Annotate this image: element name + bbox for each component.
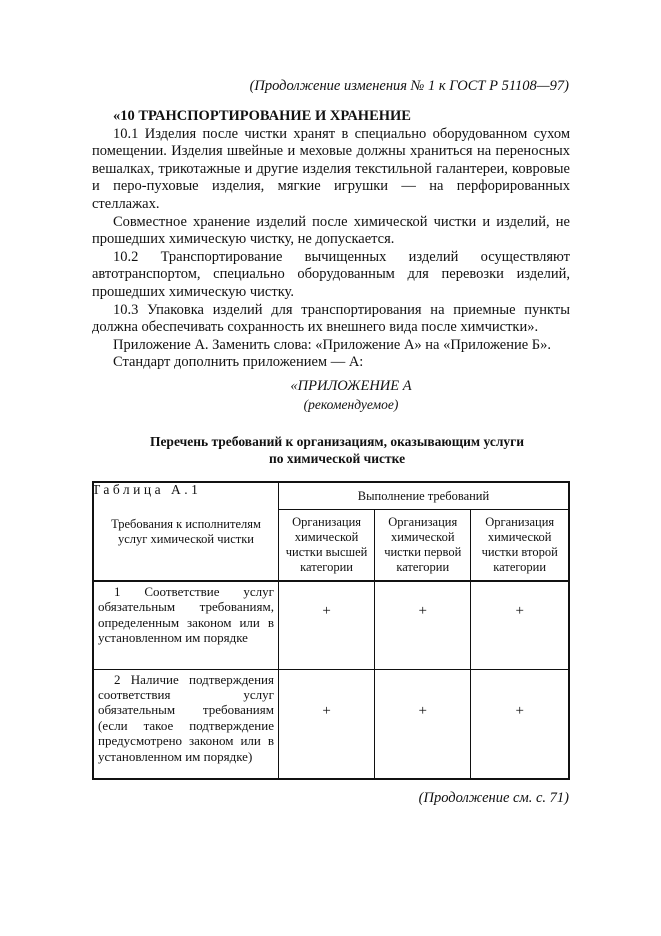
mark-cell: + xyxy=(471,669,569,779)
table-caption: Таблица А.1 xyxy=(92,482,202,498)
requirement-cell xyxy=(93,669,278,779)
paragraph-storage: Совместное хранение изделий после химической чистки и изделий, не прошедших химическую чистку, не допускается. xyxy=(92,213,570,248)
mark-cell: + xyxy=(278,669,374,779)
table-row xyxy=(93,669,569,779)
mark-cell: + xyxy=(471,581,569,669)
document-body xyxy=(92,108,570,499)
column-header-highest-category: Организация химической чистки высшей категории xyxy=(278,510,374,582)
column-header-second-category: Организация химической чистки второй категории xyxy=(471,510,569,582)
requirement-text: Соответствие услуг обязательным требованиям, определенным законом или в установленном им порядке xyxy=(98,584,274,646)
paragraph-10-1: 10.1 Изделия после чистки хранят в специально оборудованном сухом помещении. Изделия швейные и меховые должны храниться на переносных вешалках, трикотажные и другие изделия текстильной галантереи, ковровые и перо-пуховые изделия, мягкие игрушки — на перфорированных стеллажах. xyxy=(92,125,570,212)
appendix-subtitle: (рекомендуемое) xyxy=(303,396,399,412)
list-title-line-1: Перечень требований к организациям, оказывающим услуги xyxy=(149,434,525,450)
paragraph-10-3: 10.3 Упаковка изделий для транспортирования на приемные пункты должна обеспечивать сохранность их внешнего вида после химчистки». xyxy=(92,301,570,336)
requirement-number: 2 xyxy=(114,671,121,687)
appendix-title: «ПРИЛОЖЕНИЕ А xyxy=(290,377,412,394)
footer-continuation-note: (Продолжение см. с. 71) xyxy=(418,790,569,806)
mark-cell: + xyxy=(375,669,471,779)
requirements-table xyxy=(92,481,570,780)
requirement-number: 1 xyxy=(114,584,121,599)
column-group-header: Выполнение требований xyxy=(278,482,569,510)
paragraph-appendix-add: Стандарт дополнить приложением — А: xyxy=(113,354,364,371)
section-title: «10 ТРАНСПОРТИРОВАНИЕ И ХРАНЕНИЕ xyxy=(113,108,411,124)
list-title-line-2: по химической чистке xyxy=(268,451,406,467)
table-row xyxy=(93,581,569,669)
list-title xyxy=(92,433,570,467)
paragraph-10-2: 10.2 Транспортирование вычищенных изделий осуществляют автотранспортом, специально оборудованным для перевозки изделий, прошедших химическую чистку. xyxy=(92,248,570,300)
header-continuation-note: (Продолжение изменения № 1 к ГОСТ Р 51108—97) xyxy=(249,78,569,94)
requirement-text: Наличие подтверждения соответствия услуг обязательным требованиям (если такое подтверждение предусмотрено законом или в установленном им порядке) xyxy=(98,671,274,764)
column-header-first-category: Организация химической чистки первой категории xyxy=(375,510,471,582)
mark-cell: + xyxy=(375,581,471,669)
paragraph-appendix-replace: Приложение А. Заменить слова: «Приложение А» на «Приложение Б». xyxy=(113,336,552,353)
requirement-cell xyxy=(93,581,278,669)
column-header-requirements: Требования к исполнителям услуг химической чистки xyxy=(93,482,278,581)
mark-cell: + xyxy=(278,581,374,669)
